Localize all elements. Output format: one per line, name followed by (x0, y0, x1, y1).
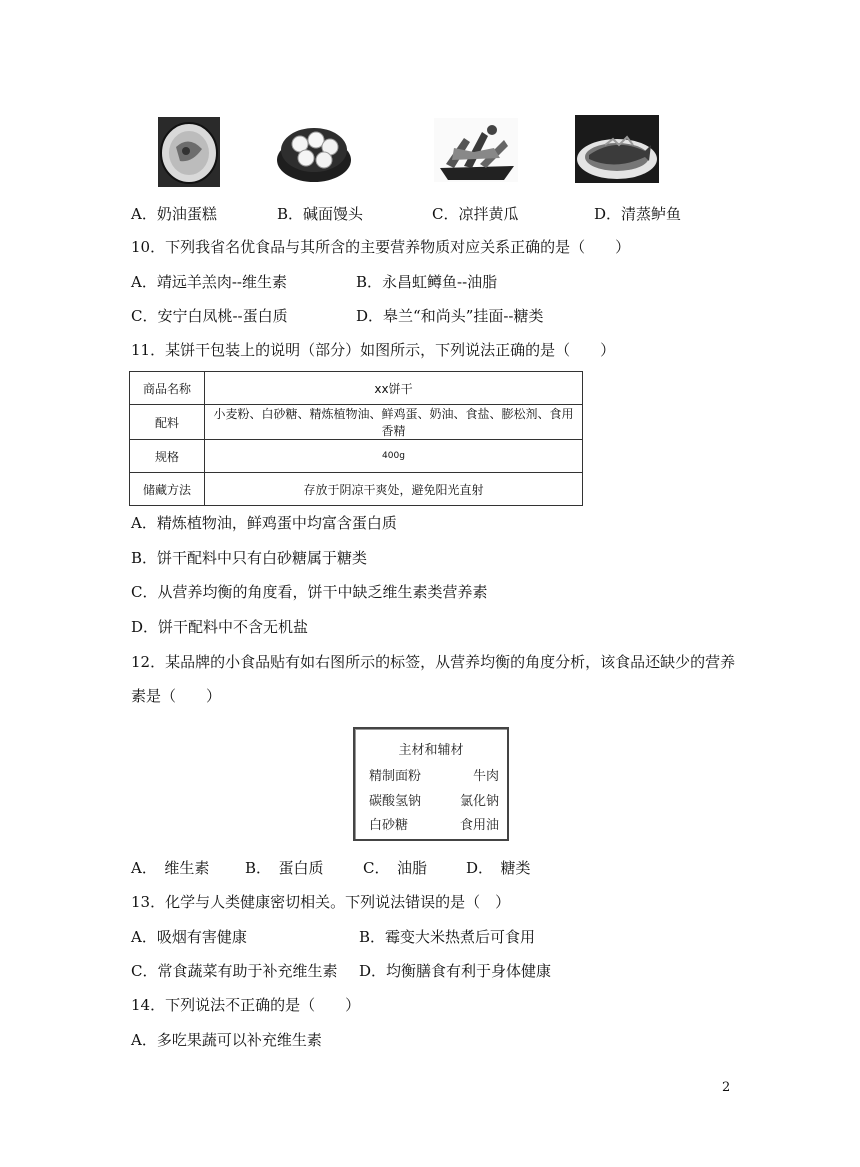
table-row (130, 405, 583, 440)
question-10-option-b: B．永昌虹鳟鱼--油脂 (356, 273, 498, 291)
biscuit-spec-table (129, 371, 583, 506)
question-13-option-b: B．霉变大米热煮后可食用 (359, 928, 536, 946)
steamed-bun-photo (276, 120, 352, 184)
label-row (369, 790, 499, 809)
table-row (130, 473, 583, 506)
food-caption-a: A．奶油蛋糕 (131, 205, 217, 223)
table-cell: 小麦粉、白砂糖、精炼植物油、鲜鸡蛋、奶油、食盐、膨松剂、食用香精 (205, 405, 583, 440)
table-cell: 储藏方法 (130, 473, 205, 506)
question-10-option-c: C．安宁白凤桃--蛋白质 (131, 307, 288, 325)
question-13-stem: 13．化学与人类健康密切相关。下列说法错误的是（ ） (131, 893, 511, 911)
question-10-option-a: A．靖远羊羔肉--维生素 (131, 273, 287, 291)
question-13-option-a: A．吸烟有害健康 (131, 928, 247, 946)
question-11-stem: 11．某饼干包装上的说明（部分）如图所示，下列说法正确的是（ ） (131, 341, 616, 359)
question-11-option-a: A．精炼植物油，鲜鸡蛋中均富含蛋白质 (131, 514, 397, 532)
label-item: 碳酸氢钠 (369, 794, 422, 809)
food-caption-d: D．清蒸鲈鱼 (594, 205, 682, 223)
question-12-stem-cont: 素是（ ） (131, 687, 222, 705)
steamed-perch-photo (575, 115, 659, 183)
question-12-option-c: C． 油脂 (363, 859, 427, 877)
label-item: 白砂糖 (369, 818, 409, 833)
label-item: 精制面粉 (369, 769, 422, 784)
question-13-option-c: C．常食蔬菜有助于补充维生素 (131, 962, 338, 980)
question-12-option-a: A． 维生素 (131, 859, 210, 877)
table-cell: 商品名称 (130, 372, 205, 405)
ingredient-label (353, 727, 509, 841)
question-14-stem: 14．下列说法不正确的是（ ） (131, 996, 361, 1014)
page-number: 2 (722, 1080, 731, 1095)
question-12-stem: 12．某品牌的小食品贴有如右图所示的标签，从营养均衡的角度分析，该食品还缺少的营养 (131, 653, 736, 671)
table-cell: 存放于阴凉干爽处，避免阳光直射 (205, 473, 583, 506)
table-row (130, 372, 583, 405)
question-14-option-a: A．多吃果蔬可以补充维生素 (131, 1031, 322, 1049)
label-row (369, 814, 499, 833)
question-11-option-c: C．从营养均衡的角度看，饼干中缺乏维生素类营养素 (131, 583, 488, 601)
question-10-option-d: D．皋兰“和尚头”挂面--糖类 (356, 307, 544, 325)
label-row (369, 765, 499, 784)
table-cell: 配料 (130, 405, 205, 440)
food-caption-b: B．碱面馒头 (277, 205, 364, 223)
question-10-stem: 10．下列我省名优食品与其所含的主要营养物质对应关系正确的是（ ） (131, 238, 631, 256)
question-12-option-b: B． 蛋白质 (245, 859, 324, 877)
question-11-option-b: B．饼干配料中只有白砂糖属于糖类 (131, 549, 368, 567)
label-item: 牛肉 (472, 769, 499, 784)
label-item: 食用油 (459, 818, 499, 833)
table-cell: xx饼干 (205, 372, 583, 405)
table-cell: 规格 (130, 440, 205, 473)
table-row (130, 440, 583, 473)
cream-cake-photo (158, 117, 220, 187)
label-item: 氯化钠 (459, 794, 499, 809)
question-11-option-d: D．饼干配料中不含无机盐 (131, 618, 309, 636)
cucumber-salad-photo (434, 118, 518, 182)
question-13-option-d: D．均衡膳食有利于身体健康 (359, 962, 552, 980)
label-title: 主材和辅材 (398, 743, 464, 758)
question-12-option-d: D． 糖类 (466, 859, 531, 877)
table-cell: 400g (205, 440, 583, 473)
food-caption-c: C．凉拌黄瓜 (432, 205, 519, 223)
